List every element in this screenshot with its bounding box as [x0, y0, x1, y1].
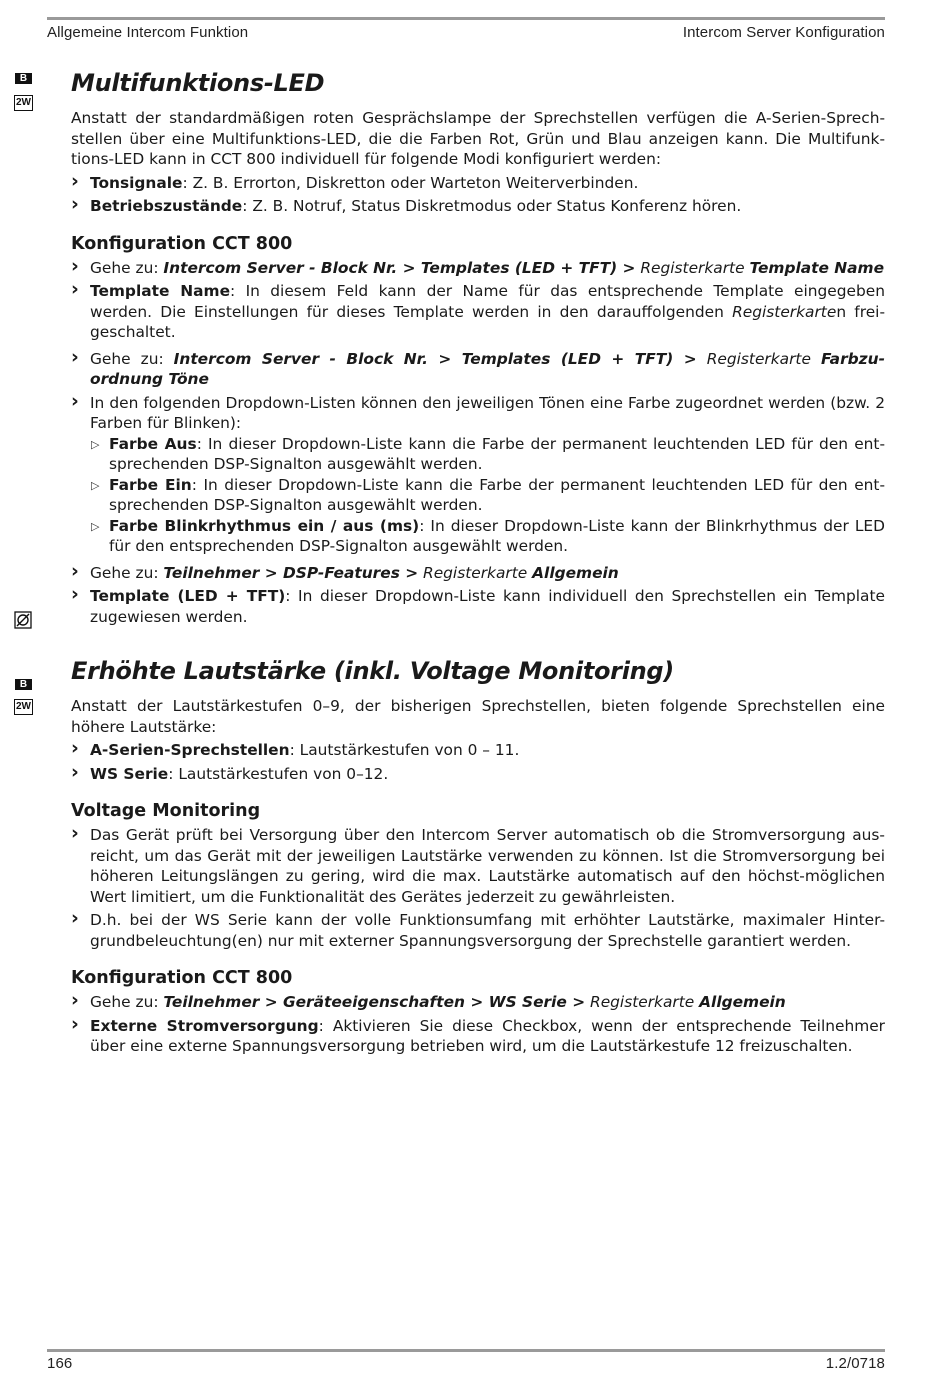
intro-paragraph: Anstatt der standardmäßigen roten Gesprächslampe der Sprechstellen verfügen die A-Serien-Sprech-stellen über eine Multifunktions-LED, die die Farben Rot, Grün und Blau anzeigen kann. Die Multifunk-tions-LED kann in CCT 800 individuell für folgende Modi konfiguriert werden:: [71, 109, 885, 168]
config-list: [71, 258, 885, 628]
config-list: [71, 992, 885, 1057]
note-icon: [13, 610, 33, 634]
header-chapter: Allgemeine Intercom Funktion: [47, 24, 249, 41]
navigation-step: › Gehe zu: Teilnehmer > Geräteeigenschaften > WS Serie > Registerkarte Allgemein: [71, 992, 885, 1013]
list-item: › Template (LED + TFT): In dieser Dropdown-Liste kann individuell den Sprechstellen ein Template zugewiesen werden.: [71, 586, 885, 627]
list-item: ▷ Farbe Aus: In dieser Dropdown-Liste kann die Farbe der permanent leuchtenden LED für den ent-sprechenden DSP-Signalton ausgewählt werden.: [90, 434, 885, 475]
b-badge-icon: B: [15, 679, 32, 690]
mode-list: [71, 173, 885, 217]
navigation-step: › Gehe zu: Intercom Server - Block Nr. > Templates (LED + TFT) > Registerkarte Farbzu-ordnung Töne: [71, 349, 885, 390]
subsection-heading: Konfiguration CCT 800: [71, 968, 293, 988]
section-title: Erhöhte Lautstärke (inkl. Voltage Monitoring): [71, 657, 674, 685]
document-version: 1.2/0718: [825, 1355, 885, 1372]
b-badge-icon: B: [15, 73, 32, 84]
list-item: › Das Gerät prüft bei Versorgung über den Intercom Server automatisch ob die Stromversorgung aus-reicht, um das Gerät mit der jeweiligen Lautstärke verwenden zu können. Ist die Stromversorgung bei höheren Leitungslängen zu gering, wird die max. Lautstärke automatisch auf den höchst-möglichen Wert limitiert, um die Funktionalität des Gerätes jederzeit zu gewährleisten.: [71, 825, 885, 907]
page-content: [71, 66, 885, 1057]
subsection-heading: Konfiguration CCT 800: [71, 233, 293, 254]
intro-paragraph: Anstatt der Lautstärkestufen 0–9, der bisherigen Sprechstellen, bieten folgende Sprechstellen eine höhere Lautstärke:: [71, 697, 885, 736]
color-dropdown-list: [90, 434, 885, 557]
navigation-step: › Gehe zu: Intercom Server - Block Nr. > Templates (LED + TFT) > Registerkarte Template Name: [71, 258, 885, 279]
list-item: › In den folgenden Dropdown-Listen können den jeweiligen Tönen eine Farbe zugeordnet werden (bzw. 2 Farben für Blinken): ▷ Farbe Aus: In dieser Dropdown-Liste kann die Farbe der permanent leuchtenden LED für den ent-sprechenden DSP-Signalton ausgewählt werden. ▷ Farbe Ein: In dieser Dropdown-Liste kann die Farbe der permanent leuchtenden LED für den ent-sprechenden DSP-Signalton ausgewählt werden. ▷ Farbe Blinkrhythmus ein / aus (ms): In dieser Dropdown-Liste kann der Blinkrhythmus der LED für den entsprechenden DSP-Signalton ausgewählt werden.: [71, 393, 885, 557]
list-item: ▷ Farbe Ein: In dieser Dropdown-Liste kann die Farbe der permanent leuchtenden LED für den ent-sprechenden DSP-Signalton ausgewählt werden.: [90, 475, 885, 516]
list-item: › Betriebszustände: Z. B. Notruf, Status Diskretmodus oder Status Konferenz hören.: [71, 196, 885, 217]
two-wire-badge-icon: 2W: [14, 95, 33, 111]
volume-list: [71, 740, 885, 784]
list-item: › A-Serien-Sprechstellen: Lautstärkestufen von 0 – 11.: [71, 740, 885, 761]
navigation-step: › Gehe zu: Teilnehmer > DSP-Features > Registerkarte Allgemein: [71, 563, 885, 584]
voltage-monitoring-list: [71, 825, 885, 951]
footer-rule: [47, 1349, 885, 1352]
list-item: › WS Serie: Lautstärkestufen von 0–12.: [71, 764, 885, 785]
two-wire-badge-icon: 2W: [14, 699, 33, 715]
list-item: ▷ Farbe Blinkrhythmus ein / aus (ms): In dieser Dropdown-Liste kann der Blinkrhythmus der LED für den entsprechenden DSP-Signalton ausgewählt werden.: [90, 516, 885, 557]
subsection-heading: Voltage Monitoring: [71, 801, 261, 821]
list-item: › D.h. bei der WS Serie kann der volle Funktionsumfang mit erhöhter Lautstärke, maximaler Hinter-grundbeleuchtung(en) nur mit externer Spannungsversorgung der Sprechstelle garantiert werden.: [71, 910, 885, 951]
list-item: › Externe Stromversorgung: Aktivieren Sie diese Checkbox, wenn der entsprechende Teilnehmer über eine externe Spannungsversorgung betrieben wird, um die Lautstärkestufe 12 freizuschalten.: [71, 1016, 885, 1057]
header-rule: [47, 17, 885, 20]
list-item: › Tonsignale: Z. B. Errorton, Diskretton oder Warteton Weiterverbinden.: [71, 173, 885, 194]
list-item: › Template Name: In diesem Feld kann der Name für das entsprechende Template eingegeben werden. Die Einstellungen für dieses Template werden in den darauffolgenden Registerkarten frei-geschaltet.: [71, 281, 885, 343]
header-section: Intercom Server Konfiguration: [682, 24, 885, 41]
section-title: Multifunktions-LED: [71, 69, 325, 97]
page-number: 166: [47, 1355, 73, 1372]
